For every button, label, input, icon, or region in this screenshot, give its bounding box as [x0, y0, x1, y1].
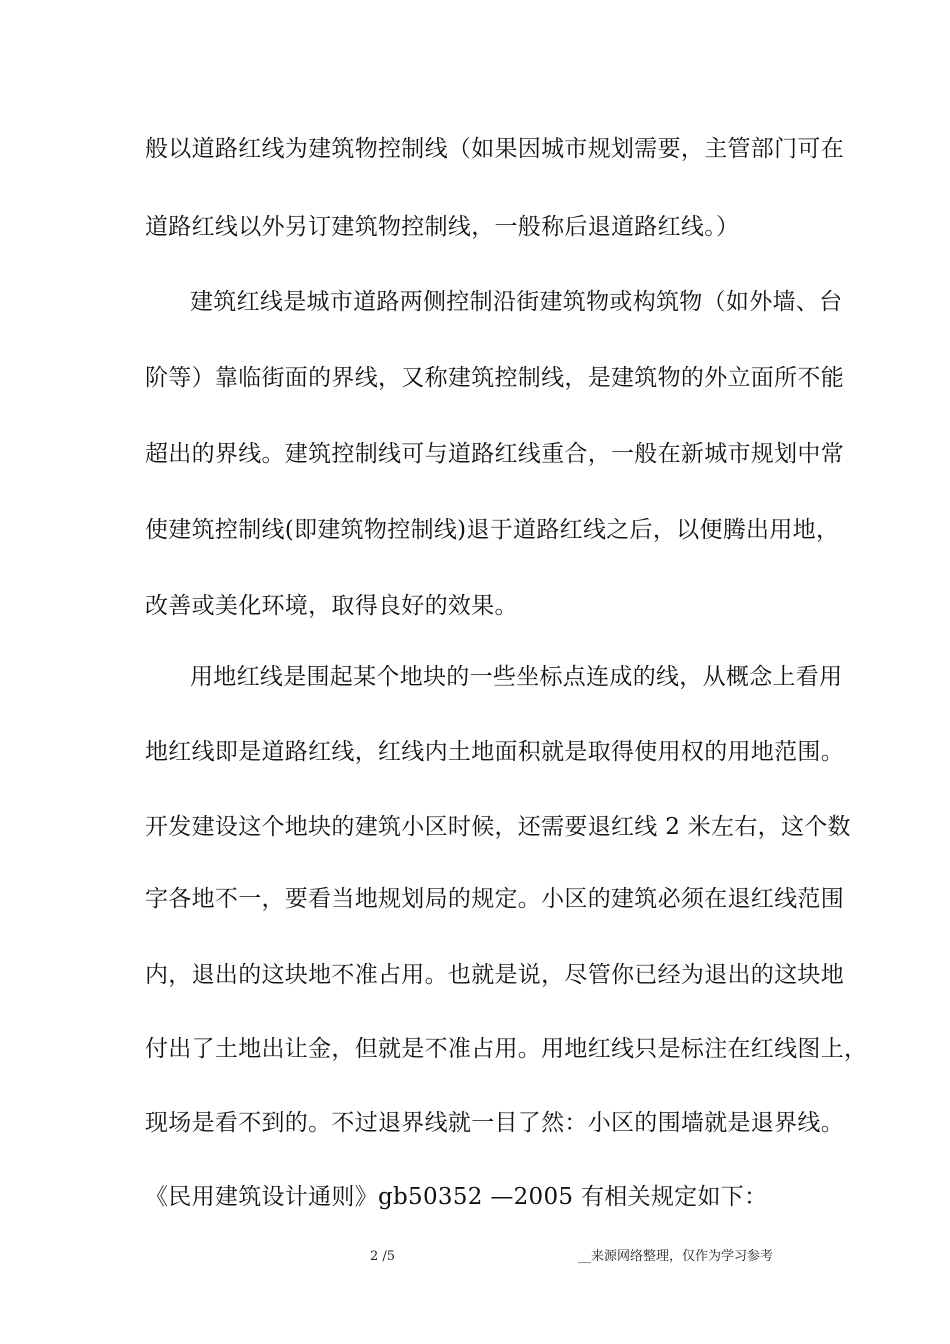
text-line: 开发建设这个地块的建筑小区时候，还需要退红线 2 米左右，这个数 [145, 814, 851, 840]
text-line: 使建筑控制线(即建筑物控制线)退于道路红线之后，以便腾出用地， [145, 517, 840, 543]
paragraph-start-line: 用地红线是围起某个地块的一些坐标点连成的线，从概念上看用 [190, 664, 843, 690]
text-line: 超出的界线。建筑控制线可与道路红线重合，一般在新城市规划中常 [145, 441, 844, 467]
text-line: 《民用建筑设计通则》gb50352 —2005 有相关规定如下： [145, 1184, 768, 1210]
text-line: 内，退出的这块地不准占用。也就是说，尽管你已经为退出的这块地 [145, 962, 844, 988]
text-line: 字各地不一，要看当地规划局的规定。小区的建筑必须在退红线范围 [145, 886, 844, 912]
text-line: 地红线即是道路红线，红线内土地面积就是取得使用权的用地范围。 [145, 739, 844, 765]
text-line: 阶等）靠临街面的界线，又称建筑控制线，是建筑物的外立面所不能 [145, 365, 844, 391]
text-line: 改善或美化环境，取得良好的效果。 [145, 593, 518, 619]
text-line: 道路红线以外另订建筑物控制线，一般称后退道路红线。） [145, 214, 740, 240]
text-line: 付出了土地出让金，但就是不准占用。用地红线只是标注在红线图上， [145, 1036, 868, 1062]
text-line: 般以道路红线为建筑物控制线（如果因城市规划需要，主管部门可在 [145, 136, 844, 162]
text-line: 现场是看不到的。不过退界线就一目了然：小区的围墙就是退界线。 [145, 1110, 844, 1136]
page-number: 2 /5 [370, 1249, 396, 1264]
paragraph-start-line: 建筑红线是城市道路两侧控制沿街建筑物或构筑物（如外墙、台 [190, 289, 843, 315]
source-note: __来源网络整理，仅作为学习参考 [578, 1249, 774, 1264]
